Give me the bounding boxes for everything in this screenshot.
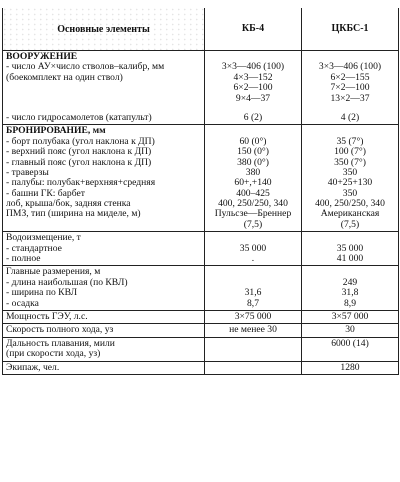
dimensions-label-1: - ширина по КВЛ (6, 287, 78, 299)
displacement-section (3, 232, 399, 266)
armor-label-7: ПМЗ, тип (ширина на миделе, м) (6, 208, 141, 220)
armor-ckbs1-1: 100 (7°) (334, 146, 366, 158)
seaplanes-kb4: 6 (2) (243, 111, 263, 123)
armament-ckbs1-1: 3×3—406 (100) (318, 61, 382, 73)
armor-title: БРОНИРОВАНИЕ, мм (6, 125, 106, 137)
armor-kb4-7: Пульсзе—Бреннер (214, 208, 292, 220)
armor-kb4-5: 400–425 (236, 187, 270, 199)
armor-ckbs1-4: 40+25+130 (327, 177, 373, 189)
displacement-kb4 (205, 232, 302, 266)
armor-ckbs1-7: Американская (320, 208, 380, 220)
armor-ckbs1 (302, 125, 399, 232)
armor-ckbs1-2: 350 (7°) (334, 156, 366, 168)
power-label: Мощность ГЭУ, л.с. (3, 310, 205, 323)
armor-label-3: - траверзы (6, 166, 49, 178)
armor-label-0: - борт полубака (угол наклона к ДП) (6, 135, 155, 147)
armor-kb4-3: 380 (245, 166, 261, 178)
displacement-labels (3, 232, 205, 266)
range-ckbs1 (302, 337, 399, 361)
armor-label-2: - главный пояс (угол наклона к ДП) (6, 156, 152, 168)
armor-label-4: - палубы: полубак+верхняя+средняя (6, 177, 156, 189)
power-kb4: 3×75 000 (205, 310, 302, 323)
dimensions-labels (3, 266, 205, 311)
armament-kb4-4: 9×4—37 (235, 92, 271, 104)
armament-ckbs1-2: 6×2—155 (330, 71, 370, 83)
spec-table (2, 8, 399, 375)
dimensions-kb4-1: 31,6 (244, 287, 262, 299)
armament-label-2: (боекомплект на один ствол) (6, 71, 123, 83)
armor-section (3, 125, 399, 232)
speed-row (3, 324, 399, 337)
dimensions-ckbs1 (302, 266, 399, 311)
dimensions-ckbs1-2: 8,9 (344, 297, 356, 309)
armor-ckbs1-0: 35 (7°) (336, 135, 364, 147)
displacement-ckbs1-1: 41 000 (336, 253, 364, 265)
seaplanes-ckbs1: 4 (2) (340, 111, 360, 123)
crew-kb4 (205, 361, 302, 374)
header-kb4: КБ-4 (205, 8, 302, 51)
armor-kb4-4: 60+,+140 (234, 177, 272, 189)
power-row (3, 310, 399, 323)
range-kb4 (205, 337, 302, 361)
armament-kb4-2: 4×3—152 (233, 71, 273, 83)
armament-kb4-3: 6×2—100 (233, 82, 273, 94)
displacement-kb4-1: . (251, 253, 255, 265)
displacement-label-0: - стандартное (6, 242, 62, 254)
armament-section (3, 51, 399, 125)
power-ckbs1: 3×57 000 (302, 310, 399, 323)
dimensions-ckbs1-0: 249 (342, 276, 358, 288)
armor-kb4-2: 380 (0°) (237, 156, 269, 168)
header-row (3, 8, 399, 51)
header-elements-line1: Основные (57, 23, 104, 35)
armor-kb4-1: 150 (0°) (237, 146, 269, 158)
armament-kb4 (205, 51, 302, 125)
displacement-ckbs1 (302, 232, 399, 266)
displacement-label-1: - полное (6, 253, 41, 265)
armor-kb4 (205, 125, 302, 232)
armor-label-6: лоб, крыша/бок, задняя стенка (6, 198, 131, 210)
armament-title: ВООРУЖЕНИЕ (6, 51, 78, 62)
armor-label-8 (6, 220, 201, 230)
range-label-2: (при скорости хода, уз) (6, 348, 101, 360)
armor-ckbs1-5: 350 (342, 187, 358, 199)
armor-labels (3, 125, 205, 232)
header-elements (3, 8, 205, 51)
range-ckbs1-value: 6000 (14) (331, 337, 369, 349)
speed-kb4: не менее 30 (205, 324, 302, 337)
dimensions-section (3, 266, 399, 311)
armor-ckbs1-6: 400, 250/250, 340 (315, 198, 385, 210)
header-ckbs1: ЦКБС-1 (302, 8, 399, 51)
range-row (3, 337, 399, 361)
armament-kb4-1: 3×3—406 (100) (221, 61, 285, 73)
armor-ckbs1-8: (7,5) (340, 218, 360, 230)
armor-ckbs1-3: 350 (342, 166, 358, 178)
armament-label-1: - число АУ×число стволов–калибр, мм (6, 61, 165, 73)
dimensions-kb4 (205, 266, 302, 311)
displacement-ckbs1-0: 35 000 (336, 242, 364, 254)
armament-labels (3, 51, 205, 125)
armor-kb4-0: 60 (0°) (239, 135, 267, 147)
speed-label: Скорость полного хода, уз (3, 324, 205, 337)
range-label-1: Дальность плавания, мили (6, 337, 115, 349)
armor-label-5: - башни ГК: барбет (6, 187, 85, 199)
displacement-title: Водоизмещение, т (6, 232, 81, 244)
armament-ckbs1-3: 7×2—100 (330, 82, 370, 94)
dimensions-label-2: - осадка (6, 297, 39, 309)
range-labels (3, 337, 205, 361)
speed-ckbs1: 30 (302, 324, 399, 337)
armor-label-1: - верхний пояс (угол наклона к ДП) (6, 146, 152, 158)
armament-ckbs1-4: 13×2—37 (330, 92, 370, 104)
header-elements-line2: элементы (105, 23, 150, 35)
armor-kb4-6: 400, 250/250, 340 (218, 198, 288, 210)
dimensions-kb4-2: 8,7 (247, 297, 259, 309)
crew-label: Экипаж, чел. (3, 361, 205, 374)
seaplanes-label: - число гидросамолетов (катапульт) (6, 111, 152, 123)
displacement-kb4-0: 35 000 (239, 242, 267, 254)
crew-ckbs1: 1280 (302, 361, 399, 374)
armor-kb4-8: (7,5) (243, 218, 263, 230)
dimensions-ckbs1-1: 31,8 (341, 287, 359, 299)
crew-row (3, 361, 399, 374)
dimensions-title: Главные размерения, м (6, 266, 101, 278)
armament-ckbs1 (302, 51, 399, 125)
dimensions-label-0: - длина наибольшая (по КВЛ) (6, 276, 128, 288)
